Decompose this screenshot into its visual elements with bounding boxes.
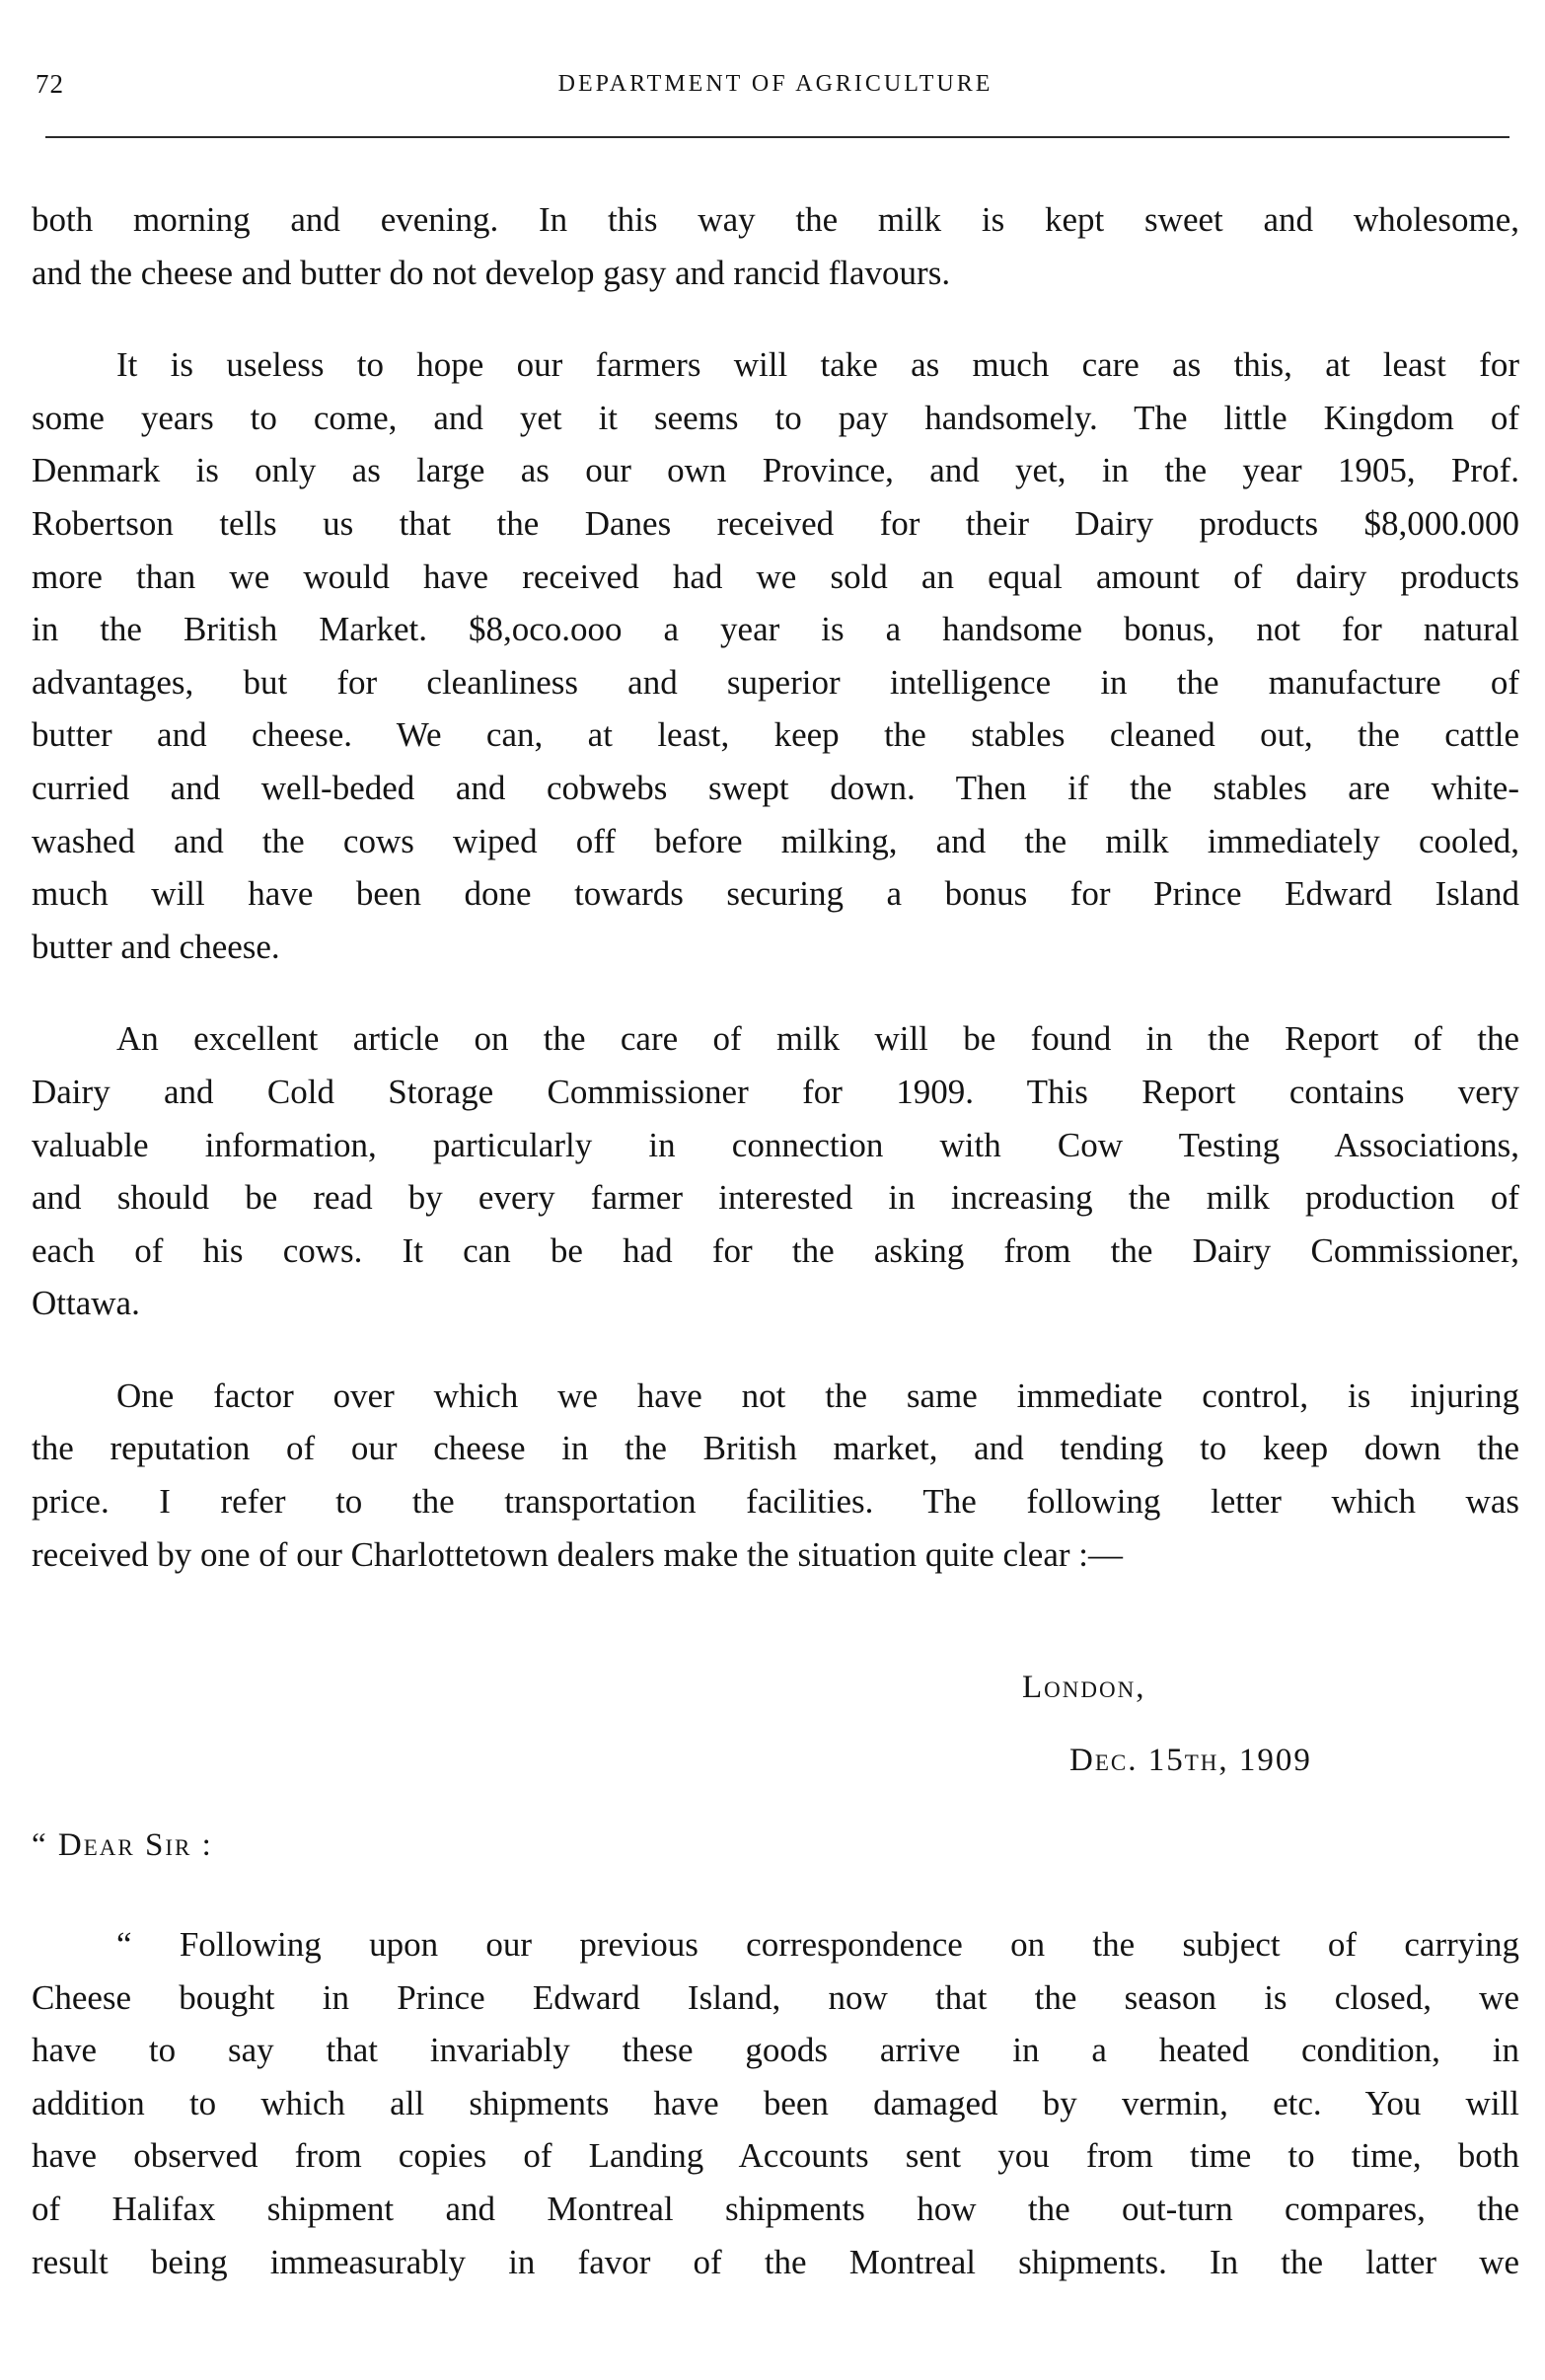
letter-line: “ Following upon our previous correspondence on the subject of carrying	[116, 1925, 1519, 1964]
letter-line: addition to which all shipments have been damaged by vermin, etc. You will	[32, 2083, 1519, 2122]
paragraph-line: butter and cheese. We can, at least, keep the stables cleaned out, the cattle	[32, 715, 1519, 755]
paragraph-line: Ottawa.	[32, 1284, 140, 1323]
paragraph-1	[32, 193, 1519, 299]
letter-line: result being immeasurably in favor of the Montreal shipments. In the latter we	[32, 2242, 1519, 2281]
letter-paragraph	[32, 1918, 1519, 2288]
letter-date: Dec. 15th, 1909	[1069, 1743, 1312, 1778]
document-page	[32, 0, 1519, 2380]
letter-place: London,	[1022, 1670, 1146, 1705]
page-number: 72	[36, 69, 64, 99]
letter-line: of Halifax shipment and Montreal shipments how the out-turn compares, the	[32, 2189, 1519, 2228]
paragraph-line: each of his cows. It can be had for the asking from the Dairy Commissioner,	[32, 1230, 1519, 1270]
paragraph-line: An excellent article on the care of milk will be found in the Report of the	[116, 1019, 1519, 1059]
paragraph-line: It is useless to hope our farmers will take as much care as this, at least for	[116, 345, 1519, 385]
letter-body	[32, 1918, 1519, 2288]
paragraph-line: Denmark is only as large as our own Province, and yet, in the year 1905, Prof.	[32, 451, 1519, 490]
paragraph-line: both morning and evening. In this way the milk is kept sweet and wholesome,	[32, 200, 1519, 239]
paragraph-line: much will have been done towards securing a bonus for Prince Edward Island	[32, 874, 1519, 914]
paragraph-4	[32, 1370, 1519, 1581]
paragraph-line: price. I refer to the transportation facilities. The following letter which was	[32, 1482, 1519, 1522]
paragraph-line: washed and the cows wiped off before milking, and the milk immediately cooled,	[32, 821, 1519, 860]
paragraph-line: Dairy and Cold Storage Commissioner for 1909. This Report contains very	[32, 1072, 1519, 1111]
paragraph-line: advantages, but for cleanliness and superior intelligence in the manufacture of	[32, 662, 1519, 702]
paragraph-line: more than we would have received had we sold an equal amount of dairy products	[32, 557, 1519, 596]
paragraph-line: and should be read by every farmer interested in increasing the milk production of	[32, 1178, 1519, 1218]
paragraph-line: One factor over which we have not the same immediate control, is injuring	[116, 1376, 1519, 1415]
letter-salutation: “ Dear Sir :	[32, 1827, 213, 1863]
paragraph-line: valuable information, particularly in connection with Cow Testing Associations,	[32, 1125, 1519, 1164]
running-header	[32, 69, 1519, 109]
paragraph-line: Robertson tells us that the Danes received for their Dairy products $8,000.000	[32, 503, 1519, 543]
letter-line: have to say that invariably these goods arrive in a heated condition, in	[32, 2031, 1519, 2070]
paragraph-2	[32, 338, 1519, 973]
paragraph-line: received by one of our Charlottetown dealers make the situation quite clear :—	[32, 1534, 1124, 1574]
paragraph-line: the reputation of our cheese in the British market, and tending to keep down the	[32, 1429, 1519, 1468]
paragraph-3	[32, 1012, 1519, 1330]
running-title: DEPARTMENT OF AGRICULTURE	[557, 71, 993, 97]
letter-line: Cheese bought in Prince Edward Island, now that the season is closed, we	[32, 1977, 1519, 2017]
paragraph-line: and the cheese and butter do not develop gasy and rancid flavours.	[32, 253, 951, 292]
header-rule	[45, 136, 1509, 138]
paragraph-line: in the British Market. $8,oco.ooo a year is a handsome bonus, not for natural	[32, 610, 1519, 649]
body-text	[32, 193, 1519, 1581]
paragraph-line: curried and well-beded and cobwebs swept down. Then if the stables are white-	[32, 768, 1519, 807]
paragraph-line: butter and cheese.	[32, 927, 280, 966]
letter-line: have observed from copies of Landing Accounts sent you from time to time, both	[32, 2136, 1519, 2176]
paragraph-line: some years to come, and yet it seems to pay handsomely. The little Kingdom of	[32, 398, 1519, 437]
